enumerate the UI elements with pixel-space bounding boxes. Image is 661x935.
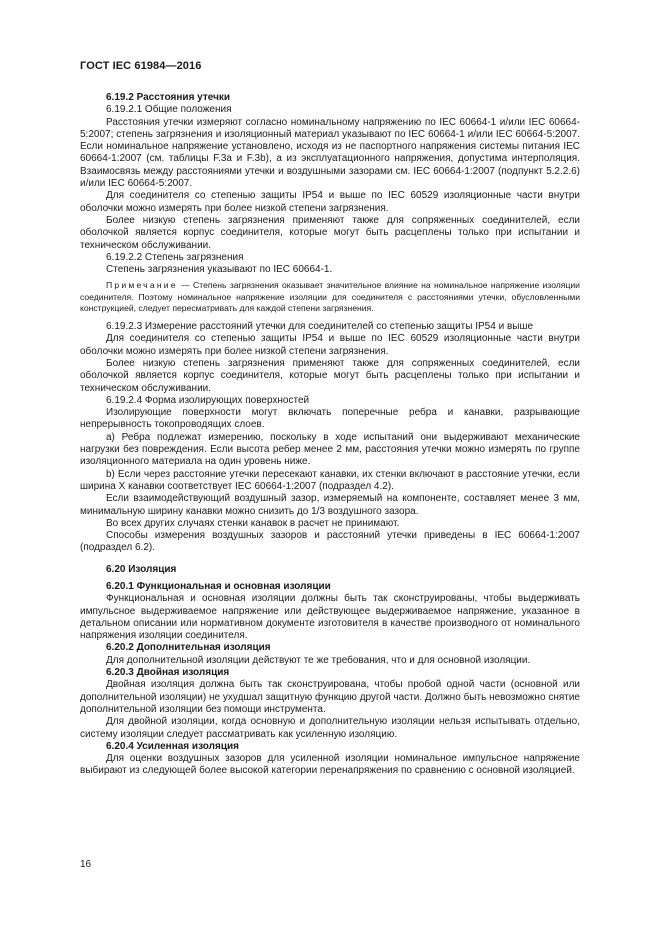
paragraph: Для дополнительной изоляции действуют те же требования, что и для основной изоляции. — [106, 654, 531, 666]
paragraph: Для соединителя со степенью защиты IP54 и выше по IEC 60529 изоляционные части внутри оболочки можно измерять при более низкой степени загрязнения. — [80, 190, 580, 214]
note — [80, 280, 580, 314]
page-number: 16 — [80, 859, 92, 870]
subsection-heading-6-20-4: 6.20.4 Усиленная изоляция — [106, 740, 239, 752]
subsection-heading-6-20-3: 6.20.3 Двойная изоляция — [106, 667, 230, 679]
paragraph: Более низкую степень загрязнения применяют также для сопряженных соединителей, если оболочкой является корпус соединителя, которые могут быть расцеплены только при испытании и техническом обслуживании. — [80, 214, 580, 251]
paragraph: Во всех других случаях стенки канавок в расчет не принимают. — [106, 517, 400, 529]
paragraph: Для соединителя со степенью защиты IP54 и выше по IEC 60529 изоляционные части внутри оболочки можно измерять при более низкой степени загрязнения. — [80, 333, 580, 357]
subsection-heading-6-20-1: 6.20.1 Функциональная и основная изоляции — [106, 581, 331, 592]
paragraph: Способы измерения воздушных зазоров и расстояний утечки приведены в IEC 60664-1:2007 (подраздел 6.2). — [80, 530, 580, 554]
list-item-a: a) Ребра подлежат измерению, поскольку в ходе испытаний они выдерживают механические нагрузки без повреждения. Если высота ребер менее 2 мм, расстояния утечки можно измерять по группе изоляционного материала на один уровень ниже. — [80, 431, 580, 468]
section-heading-6-20: 6.20 Изоляция — [106, 563, 177, 575]
subsection-heading-6-19-2-1: 6.19.2.1 Общие положения — [106, 104, 232, 116]
paragraph: Функциональная и основная изоляции должны быть так сконструированы, чтобы выдерживать импульсное выдерживаемое напряжение или действующее выдерживаемое напряжение, указанное в детальном описании или нормативном документе изготовителя в качестве производного от номинального напряжения изоляции соединителя. — [80, 593, 580, 642]
note-label: Примечание — [106, 280, 178, 291]
subsection-heading-6-20-2: 6.20.2 Дополнительная изоляция — [106, 642, 271, 654]
section-heading-6-19-2: 6.19.2 Расстояния утечки — [106, 92, 231, 103]
paragraph: Для двойной изоляции, когда основную и дополнительную изоляции нельзя испытывать отдельно, систему изоляции следует рассматривать как усиленную изоляцию. — [80, 716, 580, 740]
paragraph: Степень загрязнения указывают по IEC 60664-1. — [106, 264, 333, 276]
note-text: — Степень загрязнения оказывает значительное влияние на номинальное напряжение изоляции соединителя. Поэтому номинальное напряжение изоляции для соединителя с расстояниями утечки, обусловленными конструкцией, следует пересматривать для каждой степени загрязнения. — [80, 280, 580, 313]
paragraph: Расстояния утечки измеряют согласно номинальному напряжению по IEC 60664-1 и/или IEC 60664-5:2007; степень загрязнения и изоляционный материал указывают по IEC 60664-1 и/или IEC 60664-5:2007. Если номинальное напряжение установлено, исходя из не паспортного напряжения системы питания IEC 60664-1:2007 (см. таблицы F.3a и F.3b), а из эксплуатационного напряжения, допустима интерполяция. Взаимосвязь между расстояниями утечки и воздушными зазорами см. IEC 60664-1:2007 (подпункт 5.2.2.6) и/или IEC 60664-5:2007. — [80, 116, 580, 190]
subsection-heading-6-19-2-4: 6.19.2.4 Форма изолирующих поверхностей — [106, 394, 310, 406]
subsection-heading-6-19-2-2: 6.19.2.2 Степень загрязнения — [106, 251, 244, 263]
paragraph: Если взаимодействующий воздушный зазор, измеряемый на компоненте, составляет менее 3 мм, минимальную ширину канавки можно снизить до 1/3 воздушного зазора. — [80, 493, 580, 517]
document-body — [80, 92, 580, 778]
paragraph: Для оценки воздушных зазоров для усиленной изоляции номинальное импульсное напряжение выбирают из следующей более высокой категории перенапряжения по сравнению с основной изоляцией. — [80, 753, 580, 777]
list-item-b: b) Если через расстояние утечки пересекают канавки, их стенки включают в расстояние утечки, если ширина X канавки соответствует IEC 60664-1:2007 (подраздел 4.2). — [80, 468, 580, 492]
document-code: ГОСТ IEC 61984—2016 — [80, 60, 202, 72]
paragraph: Двойная изоляция должна быть так сконструирована, чтобы пробой одной части (основной или дополнительной изоляции) не ухудшал защитную функцию другой части. Должно быть невозможно снятие дополнительной изоляции без помощи инструмента. — [80, 679, 580, 715]
paragraph: Более низкую степень загрязнения применяют также для сопряженных соединителей, если оболочкой является корпус соединителя, которые могут быть расцеплены только при испытании и техническом обслуживании. — [80, 357, 580, 394]
paragraph: Изолирующие поверхности могут включать поперечные ребра и канавки, разрывающие непрерывность токопроводящих слоев. — [80, 407, 580, 431]
subsection-heading-6-19-2-3: 6.19.2.3 Измерение расстояний утечки для соединителей со степенью защиты IP54 и выше — [106, 321, 534, 333]
